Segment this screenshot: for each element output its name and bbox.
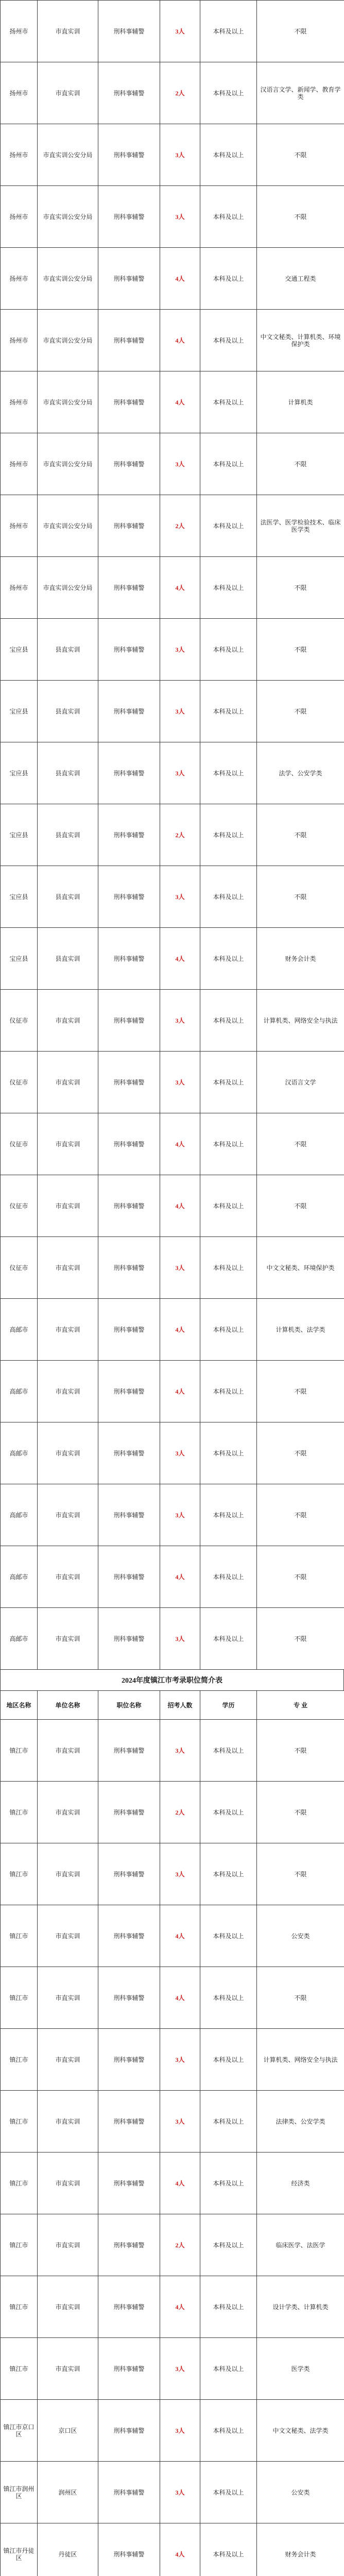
table-cell: 市直实训 xyxy=(38,1484,98,1546)
table-cell: 4人 xyxy=(160,1905,200,1967)
table-cell: 刑科事辅警 xyxy=(98,1782,160,1843)
table-cell: 不限 xyxy=(257,1843,344,1905)
table-cell: 镇江市丹徒区 xyxy=(1,2523,38,2576)
table-row xyxy=(1,1422,344,1484)
table-cell: 3人 xyxy=(160,186,200,248)
table-cell: 本科及以上 xyxy=(200,1608,257,1670)
table-cell: 刑科事辅警 xyxy=(98,1237,160,1299)
table-cell: 3人 xyxy=(160,2029,200,2091)
table-row xyxy=(1,557,344,619)
table-cell: 不限 xyxy=(257,1113,344,1175)
table-cell: 扬州市 xyxy=(1,433,38,495)
table-cell: 市直实训 xyxy=(38,2214,98,2276)
table-cell: 镇江市 xyxy=(1,1782,38,1843)
table-cell: 县直实训 xyxy=(38,804,98,866)
table-cell: 本科及以上 xyxy=(200,371,257,433)
table-cell: 本科及以上 xyxy=(200,310,257,371)
table-cell: 刑科事辅警 xyxy=(98,1299,160,1361)
table-cell: 经济类 xyxy=(257,2153,344,2214)
table-cell: 宝应县 xyxy=(1,742,38,804)
table-cell: 本科及以上 xyxy=(200,248,257,310)
table-cell: 县直实训 xyxy=(38,866,98,928)
table-row xyxy=(1,2462,344,2523)
table-row xyxy=(1,619,344,681)
table-cell: 不限 xyxy=(257,1546,344,1608)
table-row xyxy=(1,1608,344,1670)
table-cell: 中文文秘类、法学类 xyxy=(257,2400,344,2462)
table-cell: 本科及以上 xyxy=(200,2214,257,2276)
table-cell: 刑科事辅警 xyxy=(98,2029,160,2091)
table-cell: 不限 xyxy=(257,557,344,619)
table-cell: 刑科事辅警 xyxy=(98,1720,160,1782)
table-cell: 不限 xyxy=(257,681,344,742)
table-cell: 3人 xyxy=(160,1237,200,1299)
table-cell: 本科及以上 xyxy=(200,1113,257,1175)
column-header: 学历 xyxy=(200,1691,257,1720)
table-cell: 4人 xyxy=(160,1967,200,2029)
table-cell: 市直实训公安分局 xyxy=(38,371,98,433)
table-row xyxy=(1,248,344,310)
table-row xyxy=(1,495,344,557)
table-cell: 3人 xyxy=(160,1,200,62)
table-cell: 3人 xyxy=(160,433,200,495)
table-cell: 本科及以上 xyxy=(200,1782,257,1843)
table-cell: 公安类 xyxy=(257,1905,344,1967)
table-cell: 2人 xyxy=(160,495,200,557)
table-cell: 高邮市 xyxy=(1,1546,38,1608)
table-row xyxy=(1,1782,344,1843)
table-cell: 本科及以上 xyxy=(200,1299,257,1361)
table-cell: 刑科事辅警 xyxy=(98,124,160,186)
table-cell: 刑科事辅警 xyxy=(98,186,160,248)
table-cell: 扬州市 xyxy=(1,186,38,248)
table-cell: 本科及以上 xyxy=(200,1484,257,1546)
table-cell: 刑科事辅警 xyxy=(98,1,160,62)
table-row xyxy=(1,2338,344,2400)
table-cell: 不限 xyxy=(257,124,344,186)
table-cell: 不限 xyxy=(257,619,344,681)
table-cell: 不限 xyxy=(257,1782,344,1843)
table-cell: 本科及以上 xyxy=(200,1546,257,1608)
table-cell: 3人 xyxy=(160,619,200,681)
table-cell: 扬州市 xyxy=(1,495,38,557)
table-cell: 刑科事辅警 xyxy=(98,1843,160,1905)
table-cell: 仪征市 xyxy=(1,990,38,1052)
table-cell: 市直实训 xyxy=(38,1,98,62)
table-cell: 中文文秘类、计算机类、环境保护类 xyxy=(257,310,344,371)
table-cell: 仪征市 xyxy=(1,1175,38,1237)
table-cell: 4人 xyxy=(160,1546,200,1608)
table-cell: 扬州市 xyxy=(1,248,38,310)
table-cell: 市直实训 xyxy=(38,62,98,124)
table-header-row xyxy=(1,1691,344,1720)
table-cell: 镇江市 xyxy=(1,2091,38,2153)
table-cell: 4人 xyxy=(160,248,200,310)
table-cell: 市直实训公安分局 xyxy=(38,248,98,310)
table-cell: 扬州市 xyxy=(1,62,38,124)
table-row xyxy=(1,1299,344,1361)
table-row xyxy=(1,2214,344,2276)
table-row xyxy=(1,1546,344,1608)
table-cell: 仪征市 xyxy=(1,1052,38,1113)
table-cell: 3人 xyxy=(160,2400,200,2462)
table-cell: 市直实训 xyxy=(38,1237,98,1299)
table-row xyxy=(1,681,344,742)
table-cell: 刑科事辅警 xyxy=(98,1546,160,1608)
table-cell: 本科及以上 xyxy=(200,1175,257,1237)
table-cell: 4人 xyxy=(160,371,200,433)
table-cell: 不限 xyxy=(257,1608,344,1670)
table-cell: 刑科事辅警 xyxy=(98,1422,160,1484)
table-cell: 宝应县 xyxy=(1,804,38,866)
table-cell: 刑科事辅警 xyxy=(98,2214,160,2276)
table-cell: 不限 xyxy=(257,1361,344,1422)
table-cell: 计算机类 xyxy=(257,371,344,433)
recruitment-table xyxy=(0,1690,344,2576)
table-cell: 刑科事辅警 xyxy=(98,495,160,557)
table-cell: 法学、公安学类 xyxy=(257,742,344,804)
table-cell: 仪征市 xyxy=(1,1237,38,1299)
table-row xyxy=(1,62,344,124)
table-cell: 3人 xyxy=(160,1720,200,1782)
table-cell: 扬州市 xyxy=(1,371,38,433)
table-cell: 本科及以上 xyxy=(200,1237,257,1299)
table-row xyxy=(1,804,344,866)
table-cell: 刑科事辅警 xyxy=(98,2338,160,2400)
table-cell: 中文文秘类、环境保护类 xyxy=(257,1237,344,1299)
table-cell: 刑科事辅警 xyxy=(98,62,160,124)
table-row xyxy=(1,1113,344,1175)
table-row xyxy=(1,1,344,62)
section-title: 2024年度镇江市考录职位简介表 xyxy=(0,1670,344,1690)
table-cell: 法医学、医学检验技术、临床医学类 xyxy=(257,495,344,557)
table-cell: 本科及以上 xyxy=(200,495,257,557)
table-cell: 市直实训 xyxy=(38,1782,98,1843)
table-cell: 3人 xyxy=(160,1843,200,1905)
table-row xyxy=(1,1843,344,1905)
table-cell: 设计学类、计算机类 xyxy=(257,2276,344,2338)
table-cell: 3人 xyxy=(160,1052,200,1113)
table-row xyxy=(1,742,344,804)
table-row xyxy=(1,2029,344,2091)
table-cell: 3人 xyxy=(160,866,200,928)
table-cell: 刑科事辅警 xyxy=(98,990,160,1052)
table-cell: 宝应县 xyxy=(1,619,38,681)
table-cell: 润州区 xyxy=(38,2462,98,2523)
table-cell: 不限 xyxy=(257,1,344,62)
table-cell: 扬州市 xyxy=(1,124,38,186)
table-cell: 本科及以上 xyxy=(200,186,257,248)
table-cell: 刑科事辅警 xyxy=(98,681,160,742)
table-row xyxy=(1,124,344,186)
table-cell: 市直实训 xyxy=(38,1843,98,1905)
table-row xyxy=(1,2091,344,2153)
table-cell: 市直实训 xyxy=(38,1299,98,1361)
table-cell: 镇江市 xyxy=(1,1967,38,2029)
table-cell: 市直实训 xyxy=(38,1113,98,1175)
table-row xyxy=(1,310,344,371)
table-cell: 本科及以上 xyxy=(200,1052,257,1113)
table-cell: 4人 xyxy=(160,1299,200,1361)
table-cell: 本科及以上 xyxy=(200,1967,257,2029)
table-cell: 市直实训公安分局 xyxy=(38,433,98,495)
table-cell: 刑科事辅警 xyxy=(98,1175,160,1237)
table-row xyxy=(1,1237,344,1299)
table-cell: 4人 xyxy=(160,928,200,990)
table-cell: 计算机类、法学类 xyxy=(257,1299,344,1361)
table-cell: 3人 xyxy=(160,2091,200,2153)
table-row xyxy=(1,990,344,1052)
table-cell: 高邮市 xyxy=(1,1484,38,1546)
table-cell: 市直实训公安分局 xyxy=(38,310,98,371)
table-cell: 市直实训 xyxy=(38,1361,98,1422)
table-row xyxy=(1,2400,344,2462)
table-cell: 宝应县 xyxy=(1,681,38,742)
table-cell: 扬州市 xyxy=(1,557,38,619)
table-cell: 高邮市 xyxy=(1,1608,38,1670)
table-cell: 本科及以上 xyxy=(200,681,257,742)
table-cell: 不限 xyxy=(257,1720,344,1782)
table-row xyxy=(1,371,344,433)
table-cell: 刑科事辅警 xyxy=(98,557,160,619)
table-cell: 本科及以上 xyxy=(200,1,257,62)
table-cell: 刑科事辅警 xyxy=(98,2153,160,2214)
table-cell: 不限 xyxy=(257,804,344,866)
table-cell: 刑科事辅警 xyxy=(98,2523,160,2576)
table-cell: 刑科事辅警 xyxy=(98,310,160,371)
table-cell: 2人 xyxy=(160,62,200,124)
table-cell: 本科及以上 xyxy=(200,1422,257,1484)
table-cell: 本科及以上 xyxy=(200,990,257,1052)
table-cell: 不限 xyxy=(257,1484,344,1546)
table-cell: 3人 xyxy=(160,2462,200,2523)
table-cell: 本科及以上 xyxy=(200,928,257,990)
table-cell: 本科及以上 xyxy=(200,804,257,866)
table-cell: 本科及以上 xyxy=(200,2523,257,2576)
table-cell: 本科及以上 xyxy=(200,2029,257,2091)
table-cell: 3人 xyxy=(160,1484,200,1546)
table-cell: 市直实训 xyxy=(38,1720,98,1782)
table-cell: 高邮市 xyxy=(1,1299,38,1361)
table-cell: 3人 xyxy=(160,1422,200,1484)
table-row xyxy=(1,1052,344,1113)
table-row xyxy=(1,1361,344,1422)
table-cell: 4人 xyxy=(160,1361,200,1422)
table-cell: 刑科事辅警 xyxy=(98,2276,160,2338)
table-cell: 本科及以上 xyxy=(200,619,257,681)
table-cell: 刑科事辅警 xyxy=(98,1608,160,1670)
table-cell: 汉语言文学 xyxy=(257,1052,344,1113)
table-cell: 2人 xyxy=(160,804,200,866)
column-header: 职位名称 xyxy=(98,1691,160,1720)
table-cell: 本科及以上 xyxy=(200,433,257,495)
table-cell: 扬州市 xyxy=(1,310,38,371)
table-cell: 丹徒区 xyxy=(38,2523,98,2576)
table-cell: 刑科事辅警 xyxy=(98,2091,160,2153)
table-cell: 不限 xyxy=(257,1967,344,2029)
column-header: 专 业 xyxy=(257,1691,344,1720)
table-cell: 4人 xyxy=(160,2276,200,2338)
column-header: 招考人数 xyxy=(160,1691,200,1720)
table-cell: 本科及以上 xyxy=(200,62,257,124)
table-row xyxy=(1,1905,344,1967)
table-cell: 市直实训 xyxy=(38,1175,98,1237)
table-cell: 4人 xyxy=(160,2523,200,2576)
table-cell: 高邮市 xyxy=(1,1361,38,1422)
table-cell: 不限 xyxy=(257,433,344,495)
table-cell: 财务会计类 xyxy=(257,2523,344,2576)
table-cell: 县直实训 xyxy=(38,742,98,804)
table-cell: 刑科事辅警 xyxy=(98,1361,160,1422)
table-cell: 镇江市 xyxy=(1,1720,38,1782)
table-row xyxy=(1,1967,344,2029)
table-cell: 市直实训 xyxy=(38,2091,98,2153)
table-cell: 本科及以上 xyxy=(200,1843,257,1905)
table-cell: 3人 xyxy=(160,990,200,1052)
table-cell: 刑科事辅警 xyxy=(98,619,160,681)
table-cell: 本科及以上 xyxy=(200,1720,257,1782)
table-cell: 本科及以上 xyxy=(200,2462,257,2523)
table-cell: 宝应县 xyxy=(1,866,38,928)
table-cell: 刑科事辅警 xyxy=(98,2400,160,2462)
table-cell: 镇江市 xyxy=(1,2214,38,2276)
table-cell: 市直实训公安分局 xyxy=(38,186,98,248)
table-cell: 本科及以上 xyxy=(200,2400,257,2462)
table-cell: 本科及以上 xyxy=(200,557,257,619)
table-cell: 本科及以上 xyxy=(200,742,257,804)
table-row xyxy=(1,866,344,928)
table-cell: 4人 xyxy=(160,310,200,371)
column-header: 单位名称 xyxy=(38,1691,98,1720)
table-cell: 市直实训 xyxy=(38,2338,98,2400)
table-cell: 2人 xyxy=(160,2214,200,2276)
table-cell: 刑科事辅警 xyxy=(98,1484,160,1546)
table-cell: 不限 xyxy=(257,866,344,928)
table-cell: 市直实训 xyxy=(38,1905,98,1967)
table-cell: 镇江市 xyxy=(1,2029,38,2091)
table-cell: 本科及以上 xyxy=(200,2153,257,2214)
table-cell: 市直实训 xyxy=(38,2153,98,2214)
table-cell: 县直实训 xyxy=(38,681,98,742)
table-cell: 3人 xyxy=(160,742,200,804)
table-cell: 刑科事辅警 xyxy=(98,742,160,804)
table-cell: 公安类 xyxy=(257,2462,344,2523)
table-row xyxy=(1,2276,344,2338)
table-cell: 刑科事辅警 xyxy=(98,1905,160,1967)
table-cell: 刑科事辅警 xyxy=(98,433,160,495)
table-cell: 市直实训 xyxy=(38,2029,98,2091)
table-cell: 镇江市润州区 xyxy=(1,2462,38,2523)
table-cell: 仪征市 xyxy=(1,1113,38,1175)
table-cell: 4人 xyxy=(160,557,200,619)
table-cell: 镇江市 xyxy=(1,2276,38,2338)
table-cell: 县直实训 xyxy=(38,619,98,681)
table-cell: 县直实训 xyxy=(38,928,98,990)
table-cell: 2人 xyxy=(160,1782,200,1843)
table-cell: 市直实训 xyxy=(38,1967,98,2029)
table-cell: 医学类 xyxy=(257,2338,344,2400)
table-cell: 财务会计类 xyxy=(257,928,344,990)
table-cell: 3人 xyxy=(160,681,200,742)
table-cell: 镇江市 xyxy=(1,2338,38,2400)
table-cell: 计算机类、网络安全与执法 xyxy=(257,2029,344,2091)
table-cell: 市直实训公安分局 xyxy=(38,495,98,557)
table-cell: 不限 xyxy=(257,1175,344,1237)
table-cell: 本科及以上 xyxy=(200,2276,257,2338)
table-cell: 市直实训 xyxy=(38,1052,98,1113)
table-row xyxy=(1,2153,344,2214)
table-cell: 本科及以上 xyxy=(200,1361,257,1422)
table-cell: 市直实训 xyxy=(38,1422,98,1484)
table-cell: 京口区 xyxy=(38,2400,98,2462)
table-cell: 刑科事辅警 xyxy=(98,248,160,310)
table-cell: 不限 xyxy=(257,186,344,248)
table-row xyxy=(1,928,344,990)
table-cell: 本科及以上 xyxy=(200,2091,257,2153)
table-cell: 镇江市 xyxy=(1,1843,38,1905)
table-cell: 镇江市 xyxy=(1,2153,38,2214)
table-row xyxy=(1,1484,344,1546)
table-cell: 刑科事辅警 xyxy=(98,1113,160,1175)
table-cell: 扬州市 xyxy=(1,1,38,62)
table-cell: 刑科事辅警 xyxy=(98,371,160,433)
table-cell: 交通工程类 xyxy=(257,248,344,310)
table-cell: 本科及以上 xyxy=(200,866,257,928)
table-cell: 刑科事辅警 xyxy=(98,2462,160,2523)
table-cell: 市直实训 xyxy=(38,2276,98,2338)
table-cell: 刑科事辅警 xyxy=(98,928,160,990)
table-cell: 市直实训公安分局 xyxy=(38,557,98,619)
table-cell: 市直实训 xyxy=(38,1608,98,1670)
column-header: 地区名称 xyxy=(1,1691,38,1720)
table-cell: 计算机类、网络安全与执法 xyxy=(257,990,344,1052)
table-cell: 高邮市 xyxy=(1,1422,38,1484)
table-cell: 汉语言文学、新闻学、教育学类 xyxy=(257,62,344,124)
table-cell: 市直实训公安分局 xyxy=(38,124,98,186)
table-row xyxy=(1,2523,344,2576)
table-cell: 镇江市京口区 xyxy=(1,2400,38,2462)
table-cell: 本科及以上 xyxy=(200,2338,257,2400)
table-row xyxy=(1,1175,344,1237)
table-cell: 4人 xyxy=(160,1113,200,1175)
table-cell: 刑科事辅警 xyxy=(98,804,160,866)
table-row xyxy=(1,433,344,495)
table-row xyxy=(1,1720,344,1782)
table-cell: 4人 xyxy=(160,1175,200,1237)
table-cell: 市直实训 xyxy=(38,990,98,1052)
table-cell: 刑科事辅警 xyxy=(98,866,160,928)
table-row xyxy=(1,186,344,248)
table-cell: 市直实训 xyxy=(38,1546,98,1608)
table-cell: 本科及以上 xyxy=(200,124,257,186)
table-cell: 3人 xyxy=(160,124,200,186)
table-cell: 法律类、公安学类 xyxy=(257,2091,344,2153)
table-cell: 3人 xyxy=(160,1608,200,1670)
table-cell: 4人 xyxy=(160,2153,200,2214)
table-cell: 临床医学、法医学 xyxy=(257,2214,344,2276)
table-cell: 宝应县 xyxy=(1,928,38,990)
table-cell: 刑科事辅警 xyxy=(98,1967,160,2029)
table-cell: 镇江市 xyxy=(1,1905,38,1967)
table-cell: 刑科事辅警 xyxy=(98,1052,160,1113)
table-cell: 本科及以上 xyxy=(200,1905,257,1967)
table-cell: 不限 xyxy=(257,1422,344,1484)
table-cell: 3人 xyxy=(160,2338,200,2400)
